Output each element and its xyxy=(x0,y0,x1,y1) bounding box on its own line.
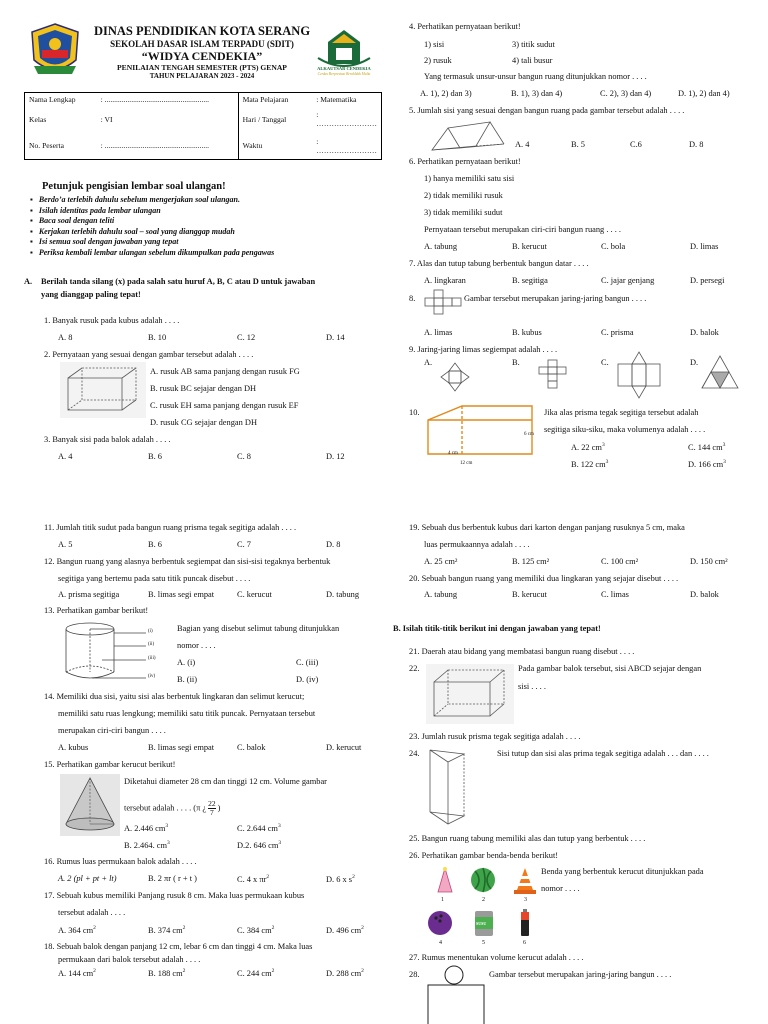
q4-statement-2: 2) rusuk xyxy=(424,56,452,65)
q13-option-a[interactable]: A. (i) xyxy=(177,658,196,667)
q11-option-c[interactable]: C. 7 xyxy=(237,540,251,549)
instruction-item: ▪ Isi semua soal dengan jawaban yang tepat xyxy=(30,237,179,247)
q12-option-a[interactable]: A. prisma segitiga xyxy=(58,590,120,599)
q13-option-c[interactable]: C. (iii) xyxy=(296,658,319,667)
q17-option-a[interactable]: A. 364 $cm^2$ xyxy=(58,925,96,935)
q8-text: Gambar tersebut merupakan jaring-jaring bangun . . . . xyxy=(464,294,647,303)
q10-line-2: segitiga siku-siku, maka volumenya adalah . . . . xyxy=(544,425,706,434)
object-number-3: 3 xyxy=(524,897,527,903)
number-field[interactable]: : ....................................................... xyxy=(100,141,210,151)
q23-text: 23. Jumlah rusuk prisma tegak segitiga adalah . . . . xyxy=(409,732,581,741)
q6-statement-2: 2) tidak memiliki rusuk xyxy=(424,191,503,200)
section-b-title: B. Isilah titik-titik berikut ini dengan jawaban yang tepat! xyxy=(393,624,601,633)
q14-option-d[interactable]: D. kerucut xyxy=(326,743,362,752)
q19-line-2: luas permukaannya adalah . . . . xyxy=(424,540,530,549)
q15-option-d[interactable]: D.2. 646 $cm^3$ xyxy=(237,840,282,850)
number-label: No. Peserta xyxy=(29,141,65,151)
q9-option-a[interactable]: A. xyxy=(424,358,433,367)
q9-option-d[interactable]: D. xyxy=(690,358,699,367)
object-number-5: 5 xyxy=(482,940,485,946)
q26-line-1: Benda yang berbentuk kerucut ditunjukkan pada xyxy=(541,867,704,876)
day-label: Hari / Tanggal xyxy=(238,106,312,132)
q13-option-b[interactable]: B. (ii) xyxy=(177,675,198,684)
q4-text: 4. Perhatikan pernyataan berikut! xyxy=(409,22,521,31)
q16-option-b[interactable]: B. 2 πr ( r + t ) xyxy=(148,874,197,883)
q4-statement-4: 4) tali busur xyxy=(512,56,553,65)
q22-line-1: Pada gambar balok tersebut, sisi ABCD sejajar dengan xyxy=(518,664,702,673)
q20-option-c[interactable]: C. limas xyxy=(601,590,629,599)
q8-option-c[interactable]: C. prisma xyxy=(601,328,634,337)
q1-option-d[interactable]: D. 14 xyxy=(326,333,345,342)
q4-statement-3: 3) titik sudut xyxy=(512,40,555,49)
q19-option-b[interactable]: B. 125 cm² xyxy=(512,557,550,566)
instruction-item: ▪ Baca soal dengan teliti xyxy=(30,216,115,226)
q13-label-ii: (ii) xyxy=(148,642,155,647)
subject-value: : Matematika xyxy=(316,95,357,105)
q9-option-c[interactable]: C. xyxy=(601,358,609,367)
day-field[interactable]: : …………………… xyxy=(316,110,377,129)
object-number-1: 1 xyxy=(441,897,444,903)
q7-option-c[interactable]: C. jajar genjang xyxy=(601,276,655,285)
q14-option-a[interactable]: A. kubus xyxy=(58,743,89,752)
q10-option-b[interactable]: B. 122 $cm^3$ xyxy=(571,459,609,469)
q20-text: 20. Sebuah bangun ruang yang memiliki dua lingkaran yang sejajar disebut . . . . xyxy=(409,574,679,583)
q15-line-2: tersebut adalah . . . . (π ¿ $\frac{22}{7}$ ) xyxy=(124,799,221,817)
q6-option-b[interactable]: B. kerucut xyxy=(512,242,547,251)
time-field[interactable]: : …………………… xyxy=(316,136,377,155)
q1-option-a[interactable]: A. 8 xyxy=(58,333,73,342)
q15-cone-figure xyxy=(60,774,120,836)
q10-option-c[interactable]: C. 144 $cm^3$ xyxy=(688,442,726,452)
q3-option-d[interactable]: D. 12 xyxy=(326,452,345,461)
q13-label-i: (i) xyxy=(148,629,153,634)
instruction-item: ▪ Kerjakan terlebih dahulu soal – soal yang dianggap mudah xyxy=(30,226,235,236)
q19-option-d[interactable]: D. 150 cm² xyxy=(690,557,728,566)
q18-option-d[interactable]: D. 288 $cm^2$ xyxy=(326,968,364,978)
q26-text: 26. Perhatikan gambar benda-benda berikut! xyxy=(409,851,559,860)
watermelon-ball-icon xyxy=(469,866,497,894)
exam-title: PENILAIAN TENGAH SEMESTER (PTS) GENAP xyxy=(117,63,287,72)
instruction-item: ▪ Berdo’a terlebih dahulu sebelum mengerjakan soal ulangan. xyxy=(30,195,240,204)
q25-text: 25. Bangun ruang tabung memiliki alas dan tutup yang berbentuk . . . . xyxy=(409,834,646,843)
q5-option-c[interactable]: C.6 xyxy=(630,140,642,149)
bowling-ball-icon xyxy=(426,908,454,938)
q10-line-1: Jika alas prisma tegak segitiga tersebut adalah xyxy=(544,408,699,417)
q12-option-b[interactable]: B. limas segi empat xyxy=(148,590,215,599)
object-number-4: 4 xyxy=(439,940,442,946)
q15-option-c[interactable]: C. 2.644 $cm^3$ xyxy=(237,823,281,833)
q9-option-b[interactable]: B. xyxy=(512,358,520,367)
q5-option-a[interactable]: A. 4 xyxy=(515,140,530,149)
q3-option-b[interactable]: B. 6 xyxy=(148,452,162,461)
q11-option-a[interactable]: A. 5 xyxy=(58,540,73,549)
instruction-item: ▪ Periksa kembali lembar ulangan sebelum dikumpulkan pada pengawas xyxy=(30,247,275,257)
q10-number: 10. xyxy=(409,408,420,417)
academic-year: TAHUN PELAJARAN 2023 - 2024 xyxy=(149,72,255,80)
q1-option-b[interactable]: B. 10 xyxy=(148,333,167,342)
instructions-list xyxy=(30,195,274,259)
school-name: “WIDYA CENDEKIA” xyxy=(141,49,263,63)
q4-stem: Yang termasuk unsur-unsur bangun ruang ditunjukkan nomor . . . . xyxy=(424,72,647,81)
q3-option-c[interactable]: C. 8 xyxy=(237,452,251,461)
q8-option-d[interactable]: D. balok xyxy=(690,328,719,337)
q2-option-d[interactable]: D. rusuk CG sejajar dengan DH xyxy=(150,418,257,427)
q24-triangular-prism-figure xyxy=(424,744,480,826)
q5-option-b[interactable]: B. 5 xyxy=(571,140,585,149)
q20-option-d[interactable]: D. balok xyxy=(690,590,719,599)
q6-option-a[interactable]: A. tabung xyxy=(424,242,458,251)
q8-number: 8. xyxy=(409,294,416,303)
q5-prism-figure xyxy=(428,118,510,154)
q13-label-iii: (iii) xyxy=(148,656,156,661)
q13-line-1: Bagian yang disebut selimut tabung ditunjukkan xyxy=(177,624,340,633)
q12-line-1: 12. Bangun ruang yang alasnya berbentuk segiempat dan sisi-sisi tegaknya berbentuk xyxy=(44,557,331,566)
q19-option-a[interactable]: A. 25 cm² xyxy=(424,557,458,566)
q19-line-1: 19. Sebuah dus berbentuk kubus dari karton dengan panjang rusuknya 5 cm, maka xyxy=(409,523,685,532)
q8-cube-net-figure xyxy=(424,288,462,316)
q18-line-1: 18. Sebuah balok dengan panjang 12 cm, lebar 6 cm dan tinggi 4 cm. Maka luas xyxy=(44,942,313,951)
milk-can-label: SUSU xyxy=(476,921,487,926)
q22-cuboid-figure xyxy=(426,664,514,724)
q18-line-2: permukaan dari balok tersebut adalah . . . . xyxy=(58,955,201,964)
school-logo-motto: Cerdas Berprestasi Berakhlak Mulia xyxy=(317,72,371,76)
q4-option-b[interactable]: B. 1), 3) dan 4) xyxy=(511,89,563,98)
instructions-title: Petunjuk pengisian lembar soal ulangan! xyxy=(42,181,226,192)
q1-text: 1. Banyak rusuk pada kubus adalah . . . . xyxy=(44,316,180,325)
q9-text: 9. Jaring-jaring limas segiempat adalah . . . . xyxy=(409,345,558,354)
q21-text: 21. Daerah atau bidang yang membatasi bangun ruang disebut . . . . xyxy=(409,647,635,656)
q10-dim-width: 4 cm xyxy=(448,451,458,456)
q13-cylinder-figure xyxy=(62,620,155,682)
q16-text: 16. Rumus luas permukaan balok adalah . . . . xyxy=(44,857,197,866)
q15-option-a[interactable]: A. 2.446 $cm^3$ xyxy=(124,823,169,833)
q12-option-d[interactable]: D. tabung xyxy=(326,590,360,599)
q20-option-b[interactable]: B. kerucut xyxy=(512,590,547,599)
q13-line-2: nomor . . . . xyxy=(177,641,216,650)
school-logo-text: ALKAUTSAR CENDEKIA xyxy=(317,66,371,71)
q9-net-d-figure xyxy=(700,354,740,390)
q6-option-d[interactable]: D. limas xyxy=(690,242,719,251)
q14-line-2: memiliki satu ruas lengkung; memiliki satu titik puncak. Pernyataan tersebut xyxy=(58,709,316,718)
q16-option-a[interactable]: A. 2 (pl + pt + lt) xyxy=(58,874,117,883)
traffic-cone-icon xyxy=(512,866,538,896)
q10-option-d[interactable]: D. 166 $cm^3$ xyxy=(688,459,726,469)
q15-line-1: Diketahui diameter 28 cm dan tinggi 12 cm. Volume gambar xyxy=(124,777,327,786)
q6-statement-1: 1) hanya memiliki satu sisi xyxy=(424,174,515,183)
q19-option-c[interactable]: C. 100 cm² xyxy=(601,557,639,566)
q13-option-d[interactable]: D. (iv) xyxy=(296,675,319,684)
q14-line-3: merupakan ciri-ciri bangun . . . . xyxy=(58,726,166,735)
object-number-2: 2 xyxy=(482,897,485,903)
q18-option-c[interactable]: C. 244 $cm^2$ xyxy=(237,968,275,978)
q28-cylinder-net-figure xyxy=(426,964,486,1024)
q2-cuboid-figure xyxy=(60,362,146,418)
subject-label: Mata Pelajaran xyxy=(238,93,312,107)
battery-icon xyxy=(518,908,532,938)
q28-text: Gambar tersebut merupakan jaring-jaring bangun . . . . xyxy=(489,970,672,979)
q6-statement-3: 3) tidak memiliki sudut xyxy=(424,208,503,217)
q4-statement-1: 1) sisi xyxy=(424,40,445,49)
q11-option-b[interactable]: B. 6 xyxy=(148,540,162,549)
q7-option-a[interactable]: A. lingkaran xyxy=(424,276,466,285)
class-value: : VI xyxy=(100,114,113,124)
q3-text: 3. Banyak sisi pada balok adalah . . . . xyxy=(44,435,171,444)
q6-text: 6. Perhatikan pernyataan berikut! xyxy=(409,157,521,166)
q12-line-2: segitiga yang bertemu pada satu titik puncak disebut . . . . xyxy=(58,574,251,583)
q4-option-d[interactable]: D. 1), 2) dan 4) xyxy=(678,89,730,98)
q15-option-b[interactable]: B. 2.464. $cm^3$ xyxy=(124,840,170,850)
q10-option-a[interactable]: A. 22 $cm^3$ xyxy=(571,442,605,452)
party-hat-icon xyxy=(436,866,454,894)
name-field[interactable]: : ....................................................... xyxy=(100,95,210,105)
section-a-instruction-2: yang dianggap paling tepat! xyxy=(41,290,141,299)
q9-net-a-figure xyxy=(438,362,472,392)
q6-option-c[interactable]: C. bola xyxy=(601,242,626,251)
q22-number: 22. xyxy=(409,664,420,673)
q24-number: 24. xyxy=(409,749,420,758)
q17-option-c[interactable]: C. 384 $cm^2$ xyxy=(237,925,275,935)
q7-option-d[interactable]: D. persegi xyxy=(690,276,725,285)
q10-dim-length: 12 cm xyxy=(460,461,473,466)
q12-option-c[interactable]: C. kerucut xyxy=(237,590,272,599)
q17-option-b[interactable]: B. 374 $cm^2$ xyxy=(148,925,186,935)
q22-line-2: sisi . . . . xyxy=(518,682,546,691)
city-emblem-logo xyxy=(28,22,82,80)
q9-net-c-figure xyxy=(614,350,664,400)
q7-option-b[interactable]: B. segitiga xyxy=(512,276,548,285)
q2-option-a[interactable]: A. rusuk AB sama panjang dengan rusuk FG xyxy=(150,367,300,376)
q11-text: 11. Jumlah titik sudut pada bangun ruang prisma tegak segitiga adalah . . . . xyxy=(44,523,297,532)
q2-text: 2. Pernyataan yang sesuai dengan gambar tersebut adalah . . . . xyxy=(44,350,254,359)
section-a-letter: A. xyxy=(24,277,33,286)
q4-option-a[interactable]: A. 1), 2) dan 3) xyxy=(420,89,472,98)
q17-line-1: 17. Sebuah kubus memiliki Panjang rusuk 8 cm. Maka luas permukaan kubus xyxy=(44,891,305,900)
q26-line-2: nomor . . . . xyxy=(541,884,580,893)
class-label: Kelas xyxy=(29,114,47,124)
q10-dim-height: 6 cm xyxy=(524,432,534,437)
instruction-item: ▪ Isilah identitas pada lembar ulangan xyxy=(30,205,161,215)
q7-text: 7. Alas dan tutup tabung berbentuk bangun datar . . . . xyxy=(409,259,589,268)
object-number-6: 6 xyxy=(523,940,526,946)
q28-number: 28. xyxy=(409,970,420,979)
q1-option-c[interactable]: C. 12 xyxy=(237,333,256,342)
q14-line-1: 14. Memiliki dua sisi, yaitu sisi alas berbentuk lingkaran dan selimut kerucut; xyxy=(44,692,305,701)
q16-option-d[interactable]: D. 6 x $s^2$ xyxy=(326,874,355,884)
q2-option-b[interactable]: B. rusuk BC sejajar dengan DH xyxy=(150,384,257,393)
q3-option-a[interactable]: A. 4 xyxy=(58,452,73,461)
q18-option-a[interactable]: A. 144 $cm^2$ xyxy=(58,968,96,978)
school-title: SEKOLAH DASAR ISLAM TERPADU (SDIT) xyxy=(110,39,294,49)
q9-net-b-figure xyxy=(534,358,572,390)
name-label: Nama Lengkap xyxy=(29,95,76,105)
q8-option-a[interactable]: A. limas xyxy=(424,328,453,337)
q24-text: Sisi tutup dan sisi alas prima tegak segitiga adalah . . . dan . . . . xyxy=(497,749,709,758)
q8-option-b[interactable]: B. kubus xyxy=(512,328,542,337)
q6-stem: Pernyataan tersebut merupakan ciri-ciri bangun ruang . . . . xyxy=(424,225,621,234)
q11-option-d[interactable]: D. 8 xyxy=(326,540,341,549)
time-label: Waktu xyxy=(238,133,312,160)
q15-text: 15. Perhatikan gambar kerucut berikut! xyxy=(44,760,176,769)
q17-line-2: tersebut adalah . . . . xyxy=(58,908,126,917)
q16-option-c[interactable]: C. 4 x $\pi r^2$ xyxy=(237,874,270,884)
q14-option-b[interactable]: B. limas segi empat xyxy=(148,743,215,752)
q17-option-d[interactable]: D. 496 $cm^2$ xyxy=(326,925,364,935)
agency-title: DINAS PENDIDIKAN KOTA SERANG xyxy=(93,24,311,38)
q20-option-a[interactable]: A. tabung xyxy=(424,590,458,599)
identity-table xyxy=(24,92,382,160)
q5-option-d[interactable]: D. 8 xyxy=(689,140,704,149)
q13-label-iv: (iv) xyxy=(148,674,156,679)
q14-option-c[interactable]: C. balok xyxy=(237,743,266,752)
q4-option-c[interactable]: C. 2), 3) dan 4) xyxy=(600,89,652,98)
section-a-instruction-1: Berilah tanda silang (x) pada salah satu huruf A, B, C atau D untuk jawaban xyxy=(41,277,316,286)
q27-text: 27. Rumus menentukan volume kerucut adalah . . . . xyxy=(409,953,584,962)
q18-option-b[interactable]: B. 188 $cm^2$ xyxy=(148,968,186,978)
q5-text: 5. Jumlah sisi yang sesuai dengan bangun ruang pada gambar tersebut adalah . . . . xyxy=(409,106,685,115)
q2-option-c[interactable]: C. rusuk EH sama panjang dengan rusuk EF xyxy=(150,401,299,410)
q13-text: 13. Perhatikan gambar berikut! xyxy=(44,606,149,615)
